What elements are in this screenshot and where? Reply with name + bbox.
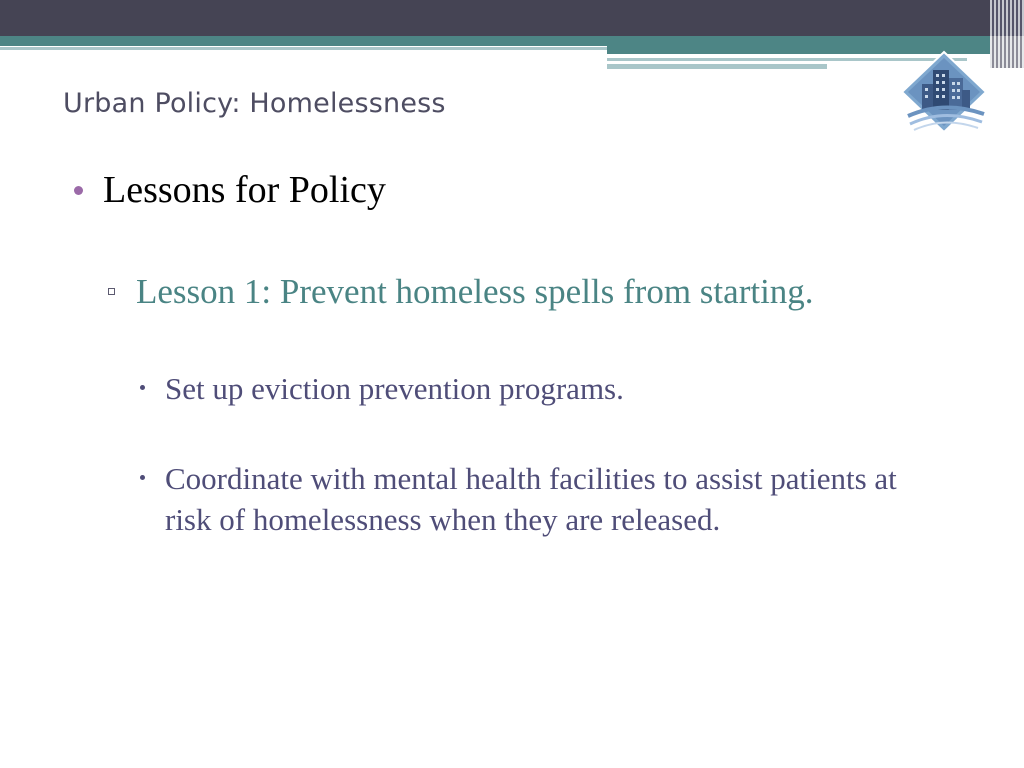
bullet-level1-text: Lessons for Policy xyxy=(103,169,386,211)
header-teal-bar xyxy=(0,36,1024,46)
bullet-level2-text: Lesson 1: Prevent homeless spells from starting. xyxy=(136,272,814,311)
bullet-square-icon xyxy=(108,288,115,295)
bullet-dot-icon xyxy=(140,385,145,390)
header-dark-bar xyxy=(0,0,1024,36)
header-accent-line xyxy=(0,47,607,50)
city-buildings-logo-icon xyxy=(900,50,988,136)
bullet-dot-icon xyxy=(74,186,83,195)
slide-title: Urban Policy: Homelessness xyxy=(63,88,446,119)
bullet-dot-icon xyxy=(140,475,145,480)
bullet-level3-text: Coordinate with mental health facilities to assist patients at risk of homelessness when they are released. xyxy=(165,461,897,537)
bullet-level3-text: Set up eviction prevention programs. xyxy=(165,371,624,406)
header-stripes-dark xyxy=(990,0,1024,36)
header-accent-line-short xyxy=(607,64,827,69)
